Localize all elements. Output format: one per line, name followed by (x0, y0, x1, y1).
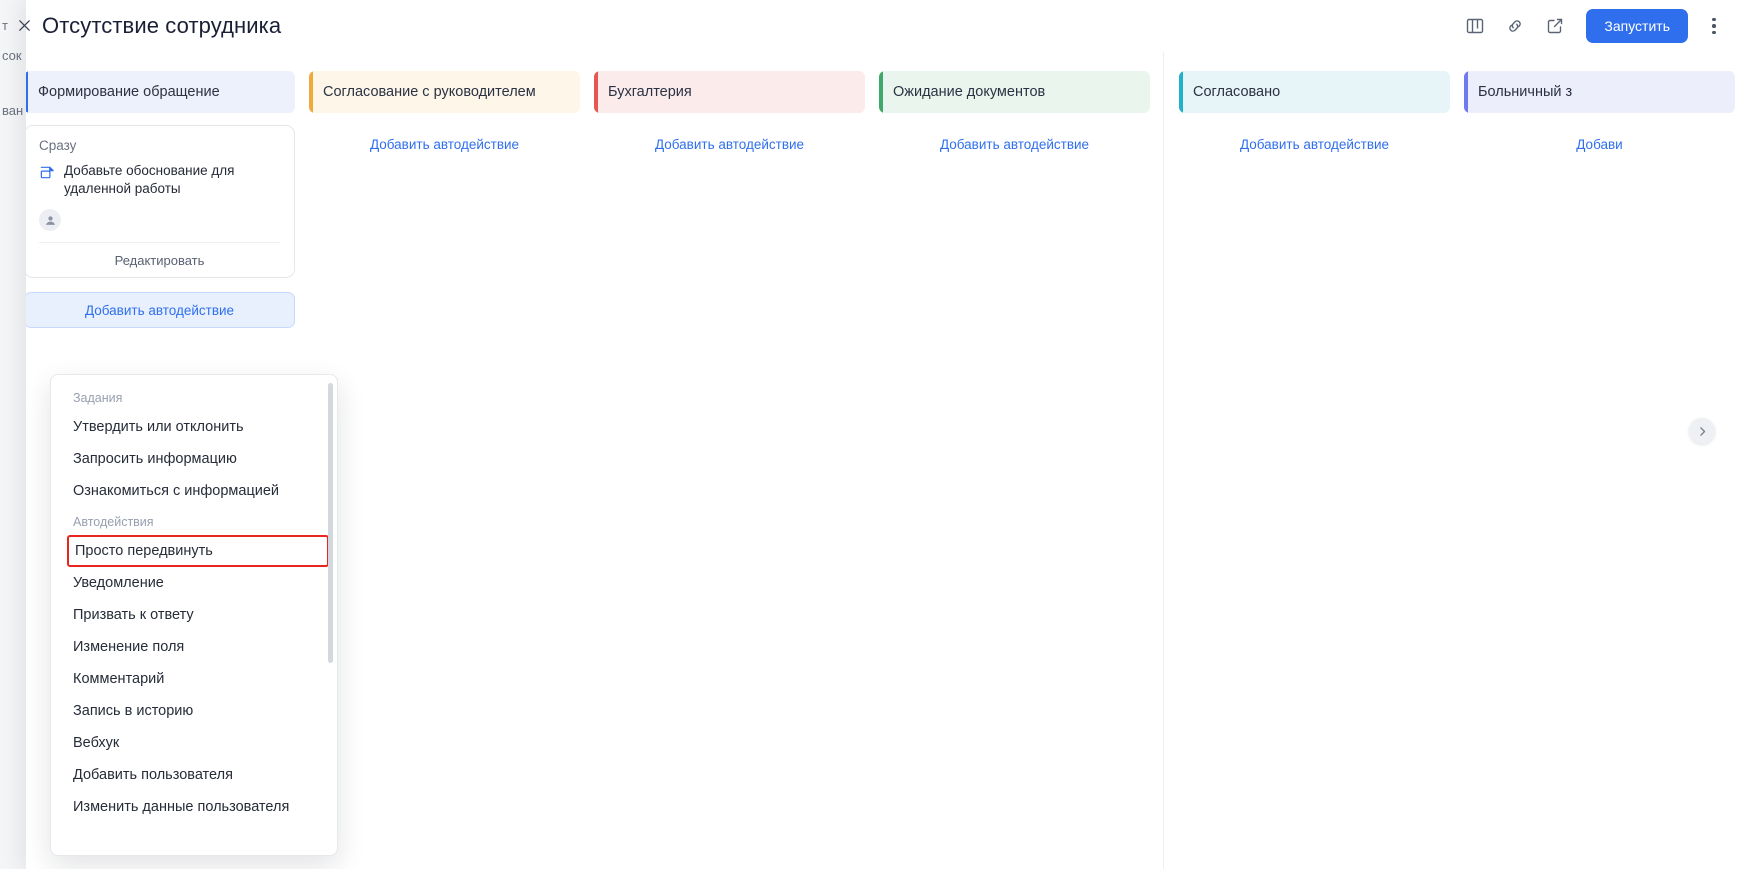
dropdown-item-call-to-answer[interactable]: Призвать к ответу (73, 607, 194, 623)
external-link-icon[interactable] (1538, 9, 1572, 43)
background-page-strip (0, 0, 27, 869)
board-column (309, 71, 580, 328)
column-accent-bar (594, 71, 598, 113)
link-icon[interactable] (1498, 9, 1532, 43)
process-editor-modal (26, 0, 1740, 869)
auto-action-dropdown[interactable] (50, 374, 338, 856)
dropdown-item-request-info[interactable]: Запросить информацию (73, 451, 237, 467)
column-accent-bar (1464, 71, 1468, 113)
dropdown-group-label-autoactions: Автодействия (73, 515, 154, 529)
board-icon[interactable] (1458, 9, 1492, 43)
board-column (879, 71, 1150, 328)
add-auto-action-button[interactable]: Добавить автодействие (1239, 136, 1390, 152)
dropdown-item-change-user-data[interactable]: Изменить данные пользователя (73, 799, 290, 815)
card-edit-button[interactable]: Редактировать (39, 242, 280, 277)
dropdown-item-field-change[interactable]: Изменение поля (73, 639, 185, 655)
add-auto-action-button[interactable]: Добавить автодействие (654, 136, 805, 152)
column-title: Бухгалтерия (608, 84, 692, 100)
column-header-bolnichniy[interactable] (1464, 71, 1735, 113)
column-header-soglasovano[interactable] (1179, 71, 1450, 113)
card-text: Добавьте обоснование для удаленной работы (64, 163, 235, 197)
board-column (594, 71, 865, 328)
page-title: Отсутствие сотрудника (42, 13, 282, 38)
dropdown-item-just-move[interactable]: Просто передвинуть (67, 535, 329, 567)
dropdown-item-add-user[interactable]: Добавить пользователя (73, 767, 233, 783)
column-header-soglasovanie[interactable] (309, 71, 580, 113)
column-title: Согласовано (1193, 84, 1281, 100)
column-title: Согласование с руководителем (323, 84, 536, 100)
dropdown-item-webhook[interactable]: Вебхук (73, 735, 120, 751)
dropdown-scroll-area (51, 375, 337, 855)
dropdown-item-notification[interactable]: Уведомление (73, 575, 164, 591)
dropdown-scrollbar-thumb[interactable] (328, 383, 333, 663)
column-accent-bar (26, 71, 28, 113)
kebab-icon[interactable] (1700, 9, 1728, 43)
column-title: Ожидание документов (893, 84, 1046, 100)
column-title: Больничный з (1478, 84, 1573, 100)
column-header-buhgalteriya[interactable] (594, 71, 865, 113)
dropdown-item-review-info[interactable]: Ознакомиться с информацией (73, 483, 280, 499)
background-text-mid: сок (2, 48, 22, 63)
add-auto-action-button[interactable]: Добави (1576, 136, 1623, 152)
column-title: Формирование обращение (38, 84, 220, 100)
column-header-formirovanie[interactable] (26, 71, 295, 113)
card-trigger-label: Сразу (39, 138, 77, 153)
board-divider (1163, 52, 1164, 869)
add-auto-action-button[interactable]: Добавить автодействие (939, 136, 1090, 152)
auto-action-card[interactable] (26, 125, 295, 278)
column-header-ozhidanie[interactable] (879, 71, 1150, 113)
user-avatar-icon (39, 209, 61, 231)
chevron-right-icon[interactable] (1689, 418, 1715, 444)
board-column (1179, 71, 1450, 328)
run-button[interactable]: Запустить (1586, 9, 1688, 43)
column-accent-bar (1179, 71, 1183, 113)
task-move-icon (39, 164, 56, 186)
modal-header (26, 0, 1740, 52)
dropdown-item-approve-or-reject[interactable]: Утвердить или отклонить (73, 419, 244, 435)
background-text-low: ван (2, 103, 24, 118)
add-auto-action-button[interactable]: Добавить автодействие (26, 292, 295, 328)
close-icon[interactable] (13, 14, 35, 36)
header-actions (1458, 0, 1728, 52)
board-columns (26, 52, 1735, 328)
board-column (1464, 71, 1735, 328)
column-accent-bar (309, 71, 313, 113)
column-accent-bar (879, 71, 883, 113)
add-auto-action-button[interactable]: Добавить автодействие (369, 136, 520, 152)
dropdown-group-label-tasks: Задания (73, 391, 123, 405)
board-column (26, 71, 295, 328)
background-text-top: т (2, 18, 8, 33)
dropdown-item-comment[interactable]: Комментарий (73, 671, 165, 687)
dropdown-item-history-record[interactable]: Запись в историю (73, 703, 194, 719)
card-body (39, 162, 280, 198)
